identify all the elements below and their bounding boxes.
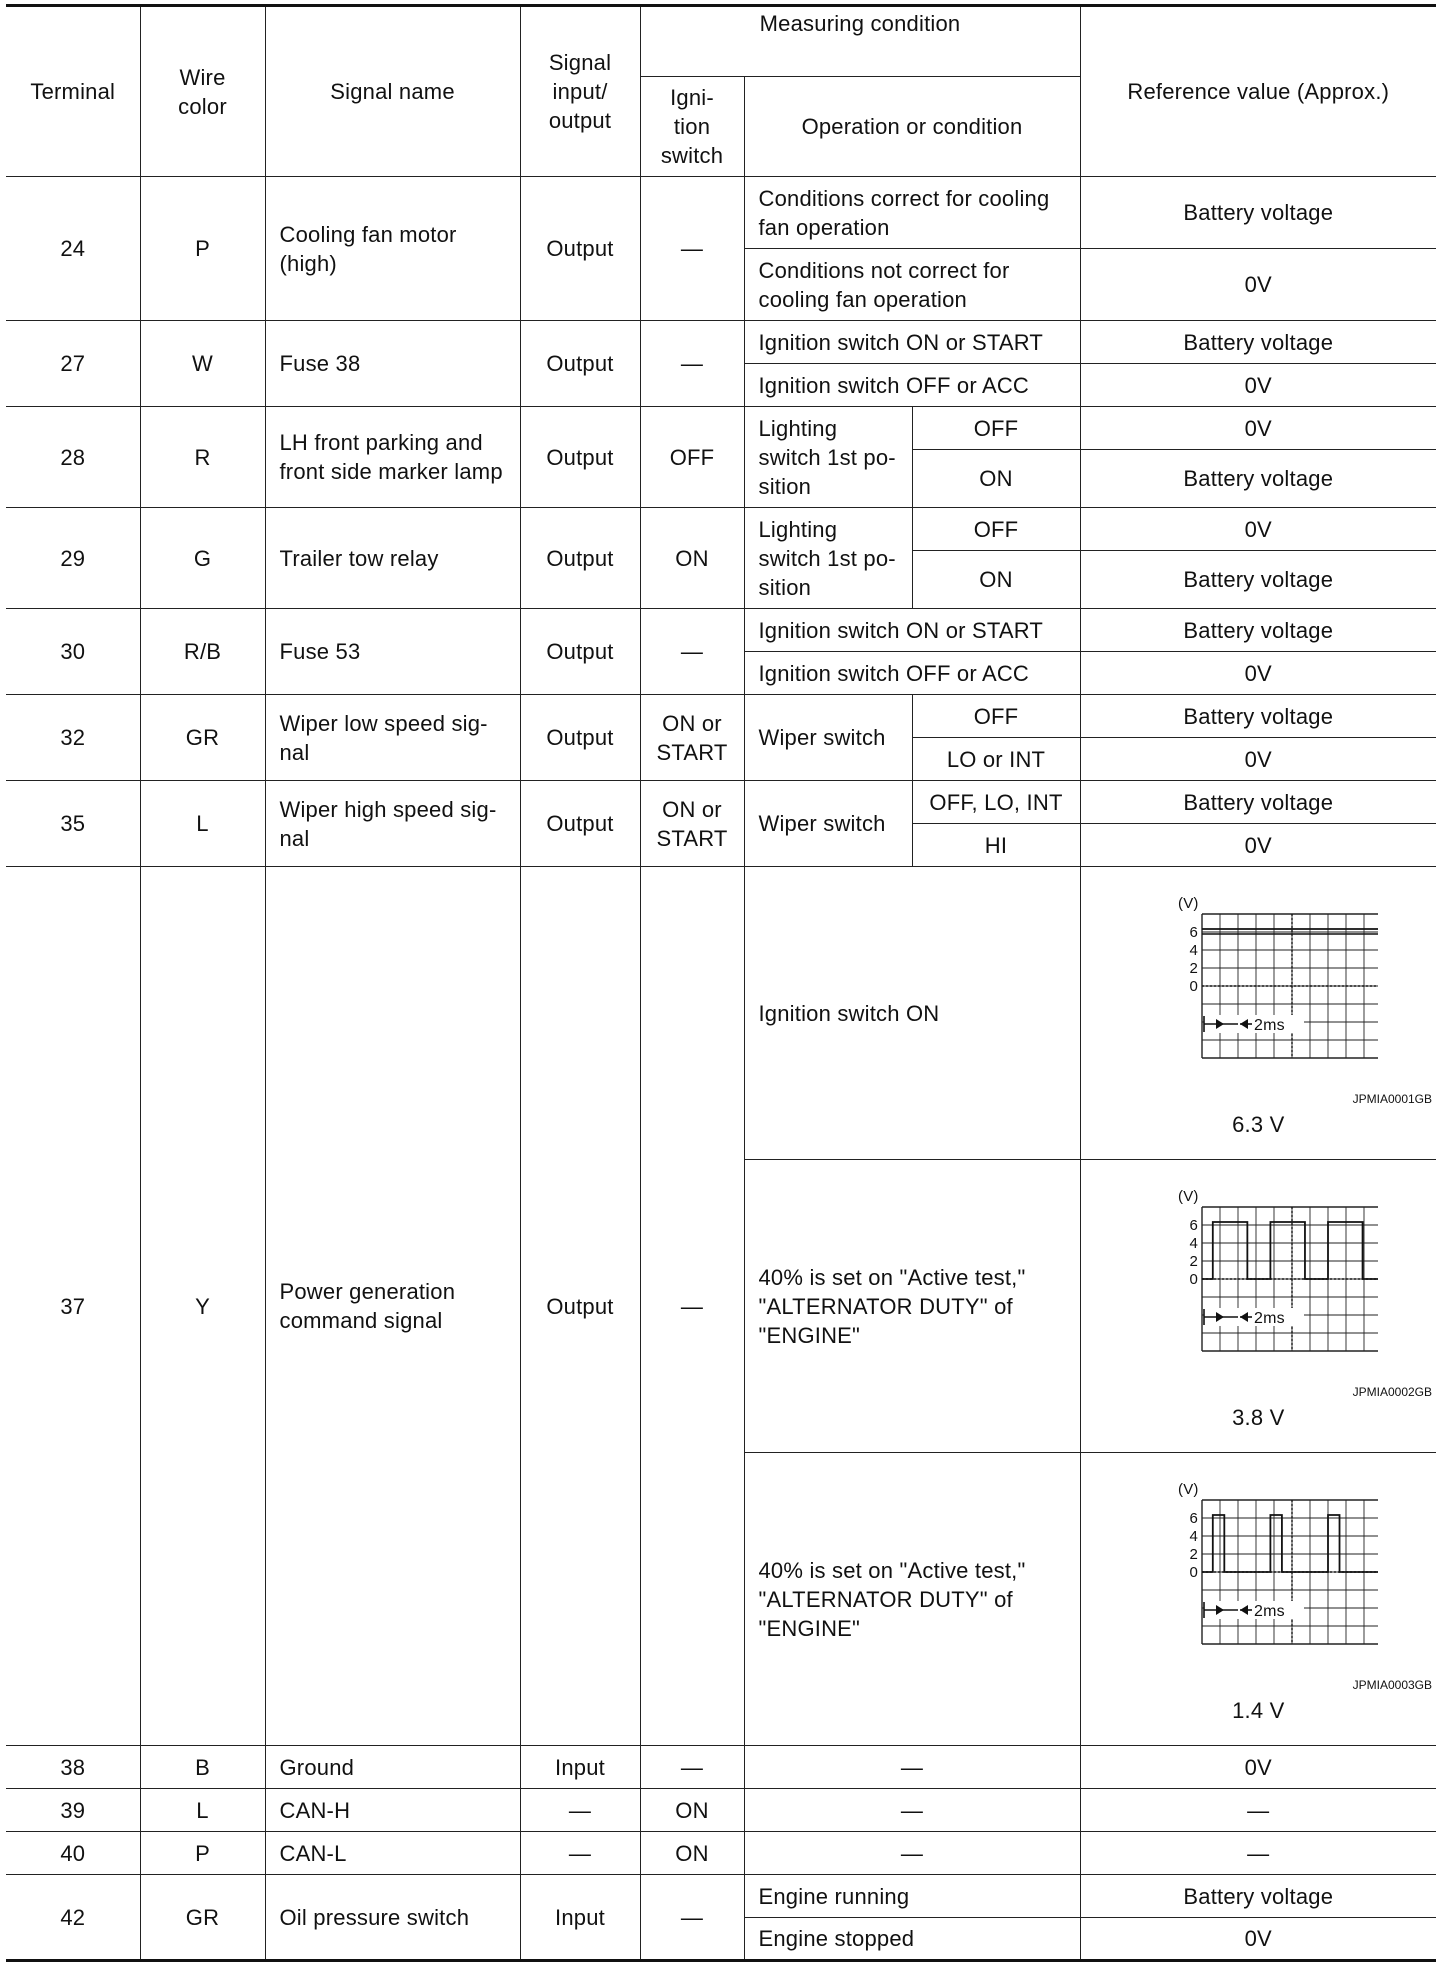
wire-color-cell: L (140, 1789, 265, 1832)
wire-color-cell: Y (140, 867, 265, 1746)
state-cell: HI (912, 824, 1080, 867)
condition-cell: Ignition switch ON or START (744, 609, 1080, 652)
signal-io-cell: Output (520, 321, 640, 407)
y-tick-label: 6 (1189, 923, 1199, 941)
reference-cell: 0V (1080, 249, 1436, 321)
wire-color-cell: B (140, 1746, 265, 1789)
wire-color-cell: W (140, 321, 265, 407)
switch-cell: Wiper switch (744, 695, 912, 781)
header-ignition-switch: Igni- tion switch (640, 77, 744, 177)
reference-cell: 0V (1080, 824, 1436, 867)
condition-cell: — (744, 1789, 1080, 1832)
ignition-cell: ON or START (640, 781, 744, 867)
terminal-cell: 32 (6, 695, 140, 781)
switch-cell: Lighting switch 1st po- sition (744, 508, 912, 609)
condition-cell: Engine running (744, 1875, 1080, 1918)
signal-name-cell: Power generation command signal (265, 867, 520, 1746)
signal-io-cell: Output (520, 867, 640, 1746)
table-row (6, 781, 1436, 824)
terminal-cell: 28 (6, 407, 140, 508)
terminal-cell: 37 (6, 867, 140, 1746)
header-terminal: Terminal (6, 6, 140, 177)
signal-name-cell: CAN-L (265, 1832, 520, 1875)
wire-color-cell: G (140, 508, 265, 609)
reference-waveform-cell (1080, 1160, 1436, 1453)
table-row (6, 867, 1436, 1160)
header-signal-io: Signal input/ output (520, 6, 640, 177)
time-scale-label: 2ms (1254, 1309, 1286, 1327)
y-tick-label: 2 (1189, 1252, 1199, 1270)
signal-name-cell: Fuse 38 (265, 321, 520, 407)
waveform-chart (1138, 888, 1378, 1088)
condition-cell: — (744, 1746, 1080, 1789)
condition-cell: Ignition switch ON (744, 867, 1080, 1160)
signal-io-cell: Output (520, 508, 640, 609)
table-row (6, 407, 1436, 450)
reference-voltage: 3.8 V (1232, 1404, 1285, 1430)
switch-cell: Lighting switch 1st po- sition (744, 407, 912, 508)
header-wire-color: Wire color (140, 6, 265, 177)
state-cell: OFF (912, 695, 1080, 738)
condition-cell: Engine stopped (744, 1918, 1080, 1961)
reference-cell: Battery voltage (1080, 551, 1436, 609)
ignition-cell: ON (640, 1789, 744, 1832)
ignition-cell: ON (640, 508, 744, 609)
ignition-cell: OFF (640, 407, 744, 508)
terminal-cell: 39 (6, 1789, 140, 1832)
signal-io-cell: Output (520, 695, 640, 781)
signal-name-cell: Cooling fan motor (high) (265, 177, 520, 321)
y-tick-label: 6 (1189, 1216, 1199, 1234)
wire-color-cell: P (140, 177, 265, 321)
signal-io-cell: — (520, 1832, 640, 1875)
y-tick-label: 0 (1189, 1270, 1199, 1288)
signal-io-cell: Output (520, 407, 640, 508)
signal-name-cell: Fuse 53 (265, 609, 520, 695)
reference-cell: Battery voltage (1080, 321, 1436, 364)
wire-color-cell: R (140, 407, 265, 508)
ignition-cell: — (640, 321, 744, 407)
table-row (6, 695, 1436, 738)
condition-cell: Conditions correct for cooling fan operation (744, 177, 1080, 249)
y-tick-label: 0 (1189, 1563, 1199, 1581)
figure-code: JPMIA0001GB (1352, 1091, 1433, 1106)
terminal-spec-table (6, 4, 1436, 1962)
reference-cell: 0V (1080, 407, 1436, 450)
signal-name-cell: Ground (265, 1746, 520, 1789)
reference-waveform-cell (1080, 867, 1436, 1160)
reference-cell: Battery voltage (1080, 695, 1436, 738)
state-cell: OFF (912, 407, 1080, 450)
state-cell: ON (912, 450, 1080, 508)
reference-cell: 0V (1080, 738, 1436, 781)
ignition-cell: ON (640, 1832, 744, 1875)
reference-cell: Battery voltage (1080, 1875, 1436, 1918)
condition-cell: Ignition switch OFF or ACC (744, 364, 1080, 407)
table-row (6, 1789, 1436, 1832)
signal-io-cell: — (520, 1789, 640, 1832)
reference-cell: Battery voltage (1080, 609, 1436, 652)
axis-unit-label: (V) (1178, 894, 1199, 912)
condition-cell: 40% is set on "Active test," "ALTERNATOR DUTY" of "ENGINE" (744, 1160, 1080, 1453)
table-row (6, 321, 1436, 364)
terminal-cell: 38 (6, 1746, 140, 1789)
table-row (6, 1746, 1436, 1789)
reference-cell: Battery voltage (1080, 781, 1436, 824)
table-row (6, 508, 1436, 551)
header-reference-value: Reference value (Approx.) (1080, 6, 1436, 177)
state-cell: ON (912, 551, 1080, 609)
condition-cell: — (744, 1832, 1080, 1875)
time-scale-label: 2ms (1254, 1602, 1286, 1620)
header-signal-name: Signal name (265, 6, 520, 177)
y-tick-label: 4 (1189, 1527, 1199, 1545)
ignition-cell: — (640, 1746, 744, 1789)
reference-cell: Battery voltage (1080, 450, 1436, 508)
waveform-chart (1138, 1181, 1378, 1381)
figure-code: JPMIA0002GB (1352, 1384, 1433, 1399)
reference-cell: 0V (1080, 364, 1436, 407)
wire-color-cell: L (140, 781, 265, 867)
y-tick-label: 0 (1189, 977, 1199, 995)
condition-cell: Ignition switch OFF or ACC (744, 652, 1080, 695)
wire-color-cell: GR (140, 695, 265, 781)
table-row (6, 609, 1436, 652)
y-tick-label: 2 (1189, 959, 1199, 977)
signal-name-cell: LH front parking and front side marker lamp (265, 407, 520, 508)
reference-cell: 0V (1080, 652, 1436, 695)
reference-cell: — (1080, 1789, 1436, 1832)
terminal-cell: 24 (6, 177, 140, 321)
reference-cell: 0V (1080, 1918, 1436, 1961)
table-row (6, 1832, 1436, 1875)
ignition-cell: — (640, 177, 744, 321)
wire-color-cell: P (140, 1832, 265, 1875)
axis-unit-label: (V) (1178, 1187, 1199, 1205)
table-row (6, 177, 1436, 249)
signal-io-cell: Output (520, 781, 640, 867)
wire-color-cell: GR (140, 1875, 265, 1961)
header-row-1 (6, 6, 1436, 77)
signal-name-cell: CAN-H (265, 1789, 520, 1832)
table-row (6, 1875, 1436, 1918)
waveform-chart (1138, 1474, 1378, 1674)
reference-waveform-cell (1080, 1453, 1436, 1746)
ignition-cell: — (640, 1875, 744, 1961)
signal-trace (1202, 1515, 1378, 1572)
y-tick-label: 6 (1189, 1509, 1199, 1527)
y-tick-label: 4 (1189, 941, 1199, 959)
signal-io-cell: Input (520, 1875, 640, 1961)
figure-code: JPMIA0003GB (1352, 1677, 1433, 1692)
terminal-cell: 30 (6, 609, 140, 695)
axis-unit-label: (V) (1178, 1480, 1199, 1498)
ignition-cell: — (640, 609, 744, 695)
condition-cell: Ignition switch ON or START (744, 321, 1080, 364)
signal-io-cell: Input (520, 1746, 640, 1789)
signal-name-cell: Trailer tow relay (265, 508, 520, 609)
signal-trace (1202, 1222, 1378, 1279)
state-cell: LO or INT (912, 738, 1080, 781)
terminal-cell: 27 (6, 321, 140, 407)
reference-cell: 0V (1080, 508, 1436, 551)
reference-cell: 0V (1080, 1746, 1436, 1789)
condition-cell: Conditions not correct for cooling fan operation (744, 249, 1080, 321)
table-wrapper (6, 4, 1436, 1962)
state-cell: OFF (912, 508, 1080, 551)
terminal-cell: 35 (6, 781, 140, 867)
reference-cell: — (1080, 1832, 1436, 1875)
signal-name-cell: Wiper high speed sig- nal (265, 781, 520, 867)
switch-cell: Wiper switch (744, 781, 912, 867)
reference-cell: Battery voltage (1080, 177, 1436, 249)
signal-name-cell: Oil pressure switch (265, 1875, 520, 1961)
terminal-cell: 29 (6, 508, 140, 609)
wire-color-cell: R/B (140, 609, 265, 695)
signal-io-cell: Output (520, 609, 640, 695)
ignition-cell: — (640, 867, 744, 1746)
header-operation: Operation or condition (744, 77, 1080, 177)
reference-voltage: 1.4 V (1232, 1697, 1285, 1723)
y-tick-label: 4 (1189, 1234, 1199, 1252)
terminal-cell: 40 (6, 1832, 140, 1875)
condition-cell: 40% is set on "Active test," "ALTERNATOR DUTY" of "ENGINE" (744, 1453, 1080, 1746)
state-cell: OFF, LO, INT (912, 781, 1080, 824)
terminal-cell: 42 (6, 1875, 140, 1961)
ignition-cell: ON or START (640, 695, 744, 781)
time-scale-label: 2ms (1254, 1016, 1286, 1034)
y-tick-label: 2 (1189, 1545, 1199, 1563)
reference-voltage: 6.3 V (1232, 1111, 1285, 1137)
header-measuring-condition: Measuring condition (640, 6, 1080, 77)
signal-io-cell: Output (520, 177, 640, 321)
signal-name-cell: Wiper low speed sig- nal (265, 695, 520, 781)
